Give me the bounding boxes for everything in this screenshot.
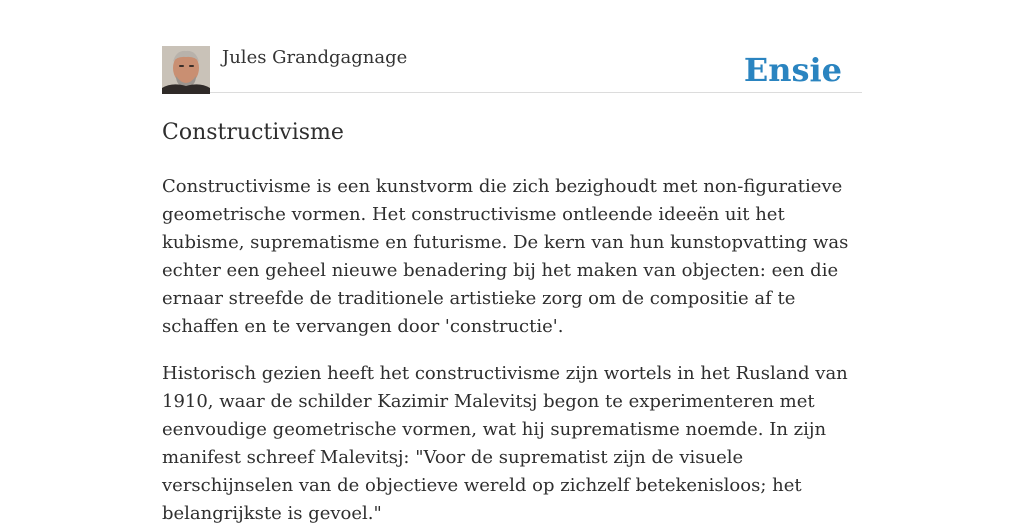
article-body (162, 173, 862, 528)
article-page (162, 0, 862, 528)
author-name[interactable]: Jules Grandgagnage (222, 47, 408, 68)
article-paragraph: Historisch gezien heeft het constructivisme zijn wortels in het Rusland van 1910, waar de schilder Kazimir Malevitsj begon te experimenteren met eenvoudige geometrische vormen, wat hij suprematisme noemde. In zijn manifest schreef Malevitsj: "Voor de suprematist zijn de visuele verschijnselen van de objectieve wereld op zichzelf betekenisloos; het belangrijkste is gevoel." (162, 363, 848, 524)
author-avatar[interactable] (162, 46, 210, 94)
author-portrait-icon (162, 46, 210, 94)
article-paragraph: Constructivisme is een kunstvorm die zich bezighoudt met non-figuratieve geometrische vormen. Het constructivisme ontleende ideeën uit het kubisme, suprematisme en futurisme. De kern van hun kunstopvatting was echter een geheel nieuwe benadering bij het maken van objecten: een die ernaar streefde de traditionele artistieke zorg om de compositie af te schaffen en te vervangen door 'constructie'. (162, 176, 849, 337)
article-title: Constructivisme (162, 120, 344, 145)
brand-logo[interactable]: Ensie (743, 51, 842, 89)
article-header (162, 0, 862, 93)
